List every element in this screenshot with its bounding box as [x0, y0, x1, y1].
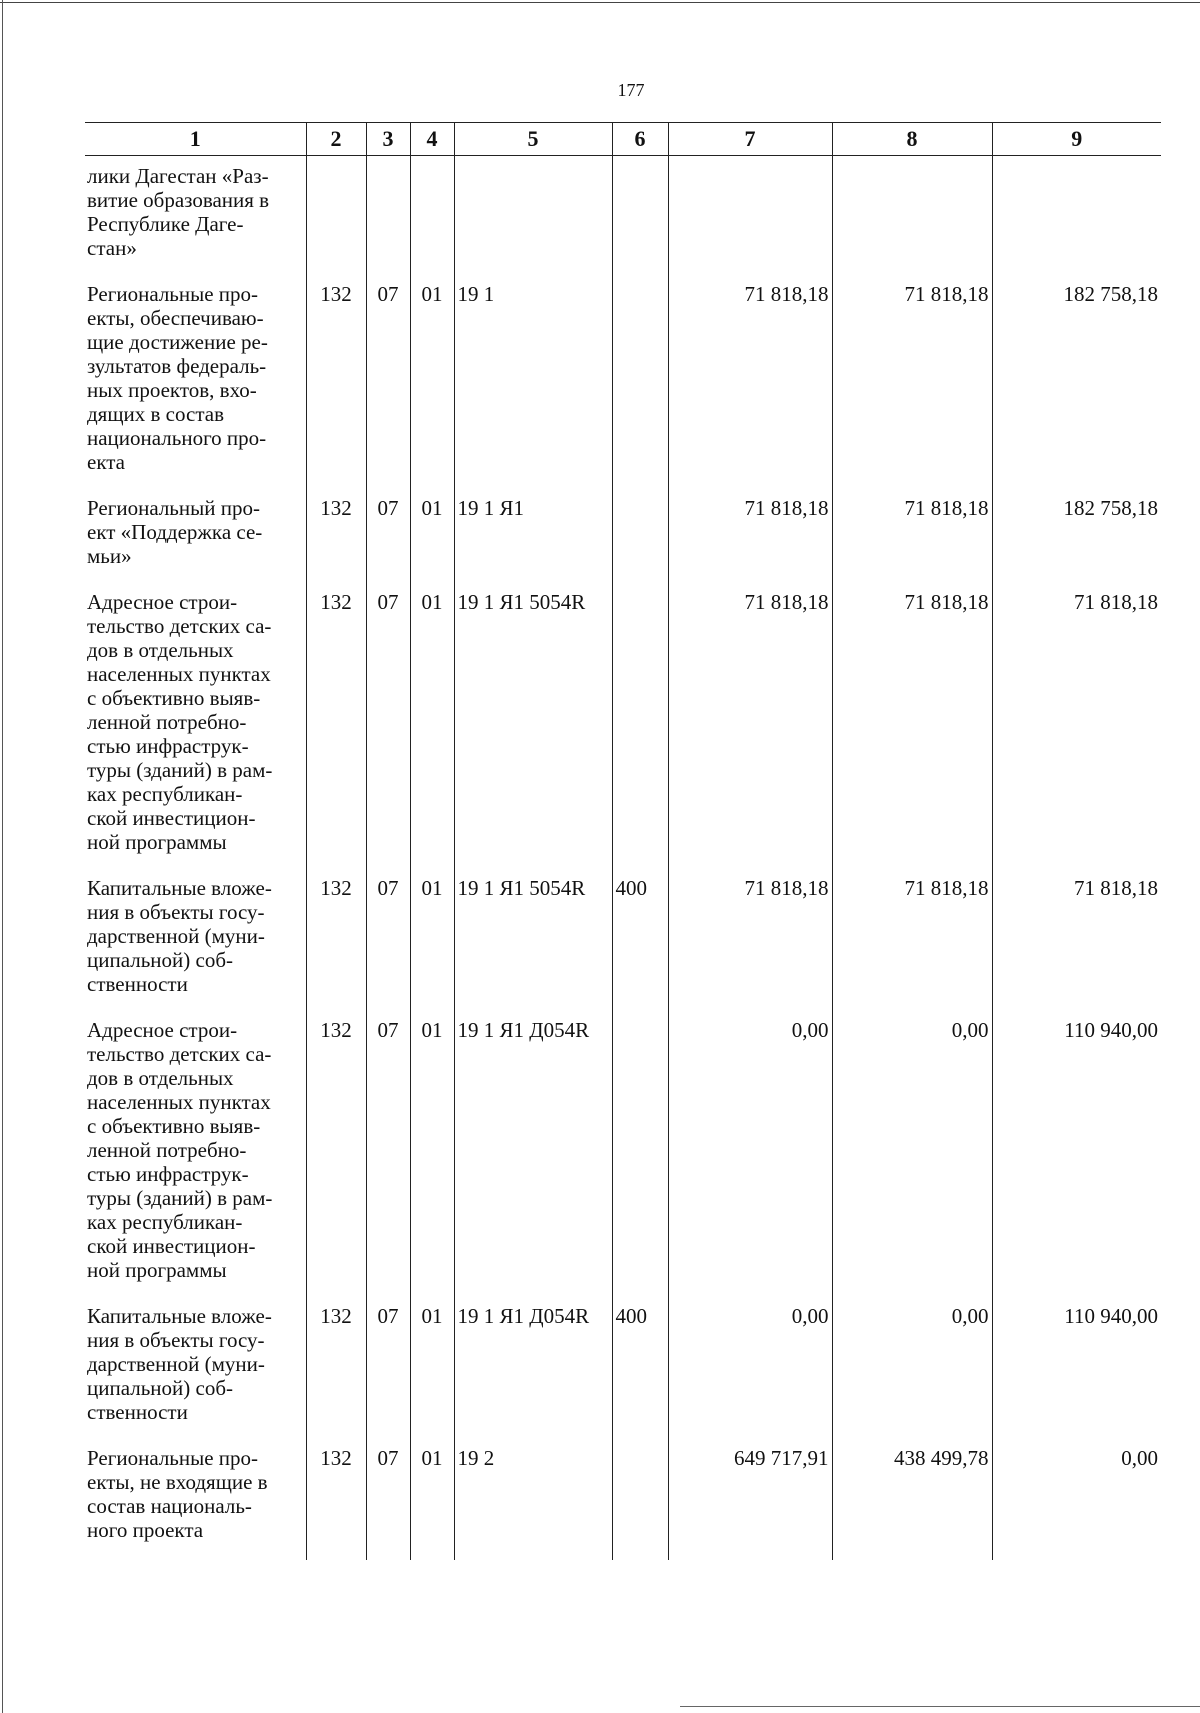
- row-section-code: 07: [366, 1014, 410, 1300]
- row-amount-col7: 649 717,91: [668, 1442, 832, 1560]
- header-row: [85, 123, 1161, 156]
- scan-edge-left: [2, 0, 3, 1713]
- column-header: 7: [668, 123, 832, 156]
- row-amount-col8: 71 818,18: [832, 872, 992, 1014]
- row-amount-col8: 71 818,18: [832, 586, 992, 872]
- row-subsection-code: [410, 156, 454, 279]
- row-amount-col8: 0,00: [832, 1014, 992, 1300]
- table-row: [85, 586, 1161, 872]
- row-section-code: 07: [366, 278, 410, 492]
- column-header: 5: [454, 123, 612, 156]
- row-amount-col9: 0,00: [992, 1442, 1161, 1560]
- row-name: Региональные про- екты, не входящие в состав националь- ного проекта: [85, 1442, 306, 1560]
- column-header: 9: [992, 123, 1161, 156]
- row-amount-col8: 438 499,78: [832, 1442, 992, 1560]
- row-section-code: 07: [366, 1442, 410, 1560]
- row-subsection-code: 01: [410, 586, 454, 872]
- row-amount-col7: 71 818,18: [668, 278, 832, 492]
- row-expense-type: [612, 492, 668, 586]
- row-amount-col7: 0,00: [668, 1300, 832, 1442]
- table-row: [85, 278, 1161, 492]
- row-name: Капитальные вложе- ния в объекты госу- дарственной (муни- ципальной) соб- ственности: [85, 872, 306, 1014]
- row-amount-col8: 71 818,18: [832, 492, 992, 586]
- table-row: [85, 492, 1161, 586]
- row-expense-type: [612, 156, 668, 279]
- row-amount-col7: 0,00: [668, 1014, 832, 1300]
- table-row: [85, 1442, 1161, 1560]
- column-header: 2: [306, 123, 366, 156]
- column-header: 3: [366, 123, 410, 156]
- table-row: [85, 1014, 1161, 1300]
- row-name: Адресное строи- тельство детских са- дов в отдельных населенных пунктах с объективно выяв- ленной потребно- стью инфраструк- туры (зданий) в рам- ках республикан- ской инвестицион- ной программы: [85, 586, 306, 872]
- row-gp-code: 132: [306, 492, 366, 586]
- page-number: 177: [617, 80, 645, 100]
- row-gp-code: [306, 156, 366, 279]
- row-amount-col9: 182 758,18: [992, 278, 1161, 492]
- row-expense-type: 400: [612, 1300, 668, 1442]
- row-target-article: 19 1 Я1 Д054R: [454, 1300, 612, 1442]
- row-amount-col9: [992, 156, 1161, 279]
- row-amount-col8: [832, 156, 992, 279]
- row-expense-type: [612, 586, 668, 872]
- row-target-article: 19 1: [454, 278, 612, 492]
- column-header: 8: [832, 123, 992, 156]
- row-amount-col7: [668, 156, 832, 279]
- row-name: лики Дагестан «Раз- витие образования в Республике Даге- стан»: [85, 156, 306, 279]
- row-subsection-code: 01: [410, 872, 454, 1014]
- row-section-code: 07: [366, 492, 410, 586]
- row-gp-code: 132: [306, 278, 366, 492]
- row-section-code: [366, 156, 410, 279]
- row-amount-col9: 110 940,00: [992, 1300, 1161, 1442]
- row-target-article: 19 2: [454, 1442, 612, 1560]
- row-amount-col7: 71 818,18: [668, 492, 832, 586]
- row-target-article: [454, 156, 612, 279]
- scan-edge-top: [0, 2, 1200, 3]
- row-expense-type: [612, 1442, 668, 1560]
- row-subsection-code: 01: [410, 492, 454, 586]
- row-subsection-code: 01: [410, 1014, 454, 1300]
- row-target-article: 19 1 Я1 5054R: [454, 872, 612, 1014]
- column-header: 4: [410, 123, 454, 156]
- row-section-code: 07: [366, 872, 410, 1014]
- row-amount-col8: 71 818,18: [832, 278, 992, 492]
- row-name: Региональный про- ект «Поддержка се- мьи»: [85, 492, 306, 586]
- row-name: Региональные про- екты, обеспечиваю- щие достижение ре- зультатов федераль- ных проектов, вхо- дящих в состав национального про- екта: [85, 278, 306, 492]
- row-name: Капитальные вложе- ния в объекты госу- дарственной (муни- ципальной) соб- ственности: [85, 1300, 306, 1442]
- table-row: [85, 156, 1161, 279]
- row-subsection-code: 01: [410, 1300, 454, 1442]
- row-gp-code: 132: [306, 586, 366, 872]
- row-section-code: 07: [366, 586, 410, 872]
- row-amount-col7: 71 818,18: [668, 872, 832, 1014]
- row-subsection-code: 01: [410, 278, 454, 492]
- row-amount-col9: 182 758,18: [992, 492, 1161, 586]
- row-gp-code: 132: [306, 1014, 366, 1300]
- row-section-code: 07: [366, 1300, 410, 1442]
- table-row: [85, 872, 1161, 1014]
- scan-edge-bottom: [680, 1706, 1200, 1707]
- row-expense-type: 400: [612, 872, 668, 1014]
- row-target-article: 19 1 Я1 Д054R: [454, 1014, 612, 1300]
- row-amount-col9: 110 940,00: [992, 1014, 1161, 1300]
- row-target-article: 19 1 Я1 5054R: [454, 586, 612, 872]
- row-subsection-code: 01: [410, 1442, 454, 1560]
- row-amount-col9: 71 818,18: [992, 872, 1161, 1014]
- row-gp-code: 132: [306, 1300, 366, 1442]
- row-amount-col8: 0,00: [832, 1300, 992, 1442]
- column-header: 1: [85, 123, 306, 156]
- row-gp-code: 132: [306, 872, 366, 1014]
- row-target-article: 19 1 Я1: [454, 492, 612, 586]
- budget-table: [85, 122, 1161, 1560]
- row-amount-col7: 71 818,18: [668, 586, 832, 872]
- row-name: Адресное строи- тельство детских са- дов в отдельных населенных пунктах с объективно выяв- ленной потребно- стью инфраструк- туры (зданий) в рам- ках республикан- ской инвестицион- ной программы: [85, 1014, 306, 1300]
- table-body: [85, 156, 1161, 1561]
- table-row: [85, 1300, 1161, 1442]
- row-expense-type: [612, 1014, 668, 1300]
- column-header: 6: [612, 123, 668, 156]
- row-amount-col9: 71 818,18: [992, 586, 1161, 872]
- row-gp-code: 132: [306, 1442, 366, 1560]
- row-expense-type: [612, 278, 668, 492]
